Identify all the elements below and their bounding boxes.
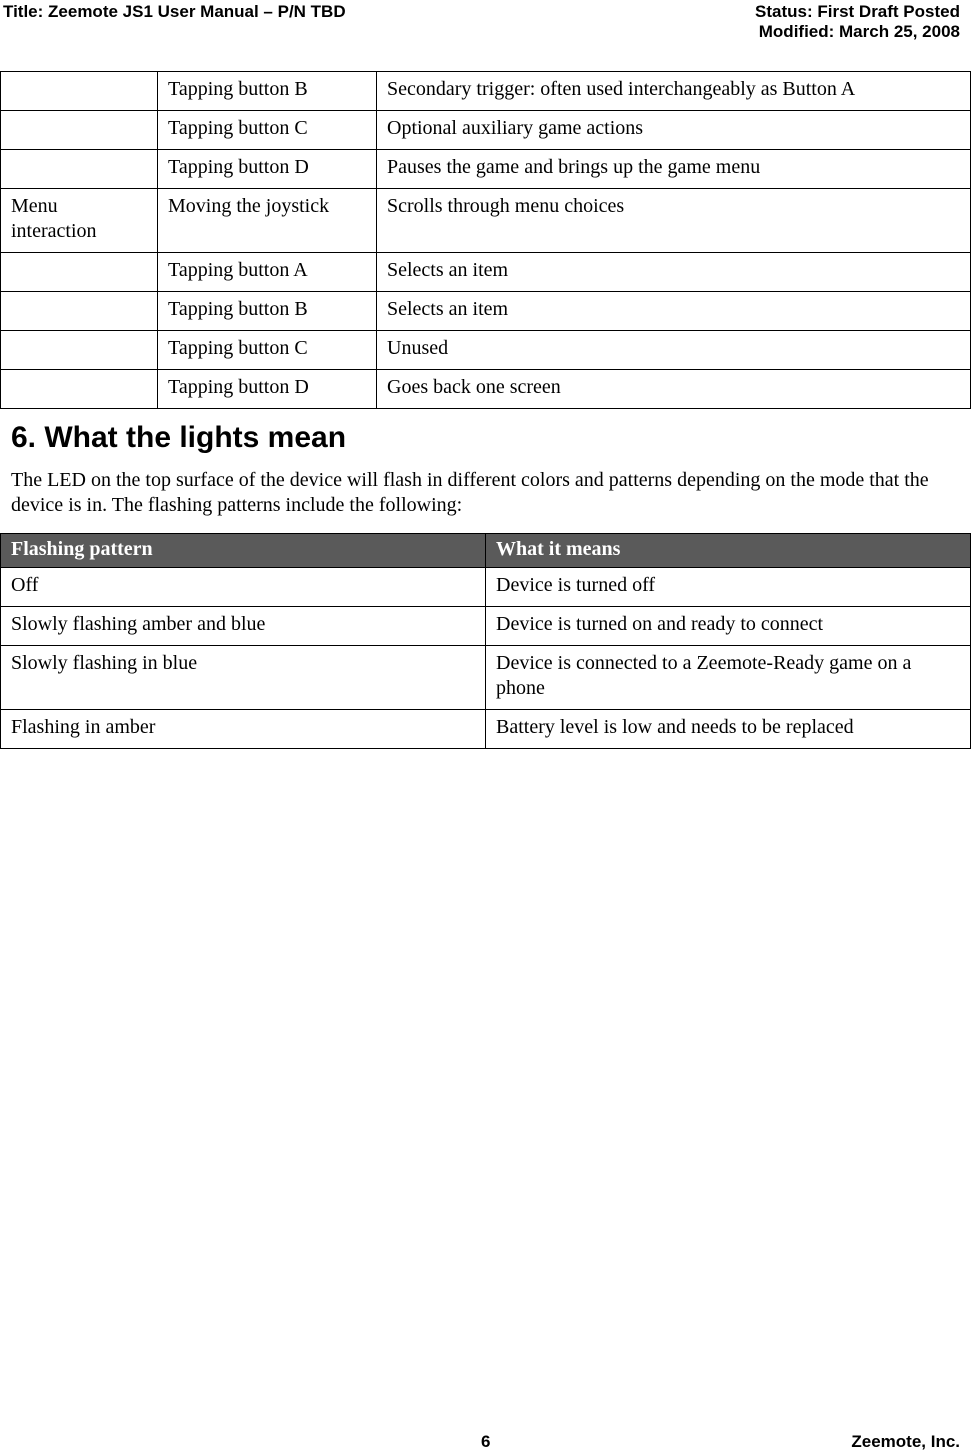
context-cell: Menu interaction xyxy=(1,189,158,253)
result-cell: Selects an item xyxy=(377,292,971,331)
table-row xyxy=(1,150,971,189)
context-cell xyxy=(1,370,158,409)
meaning-cell: Device is connected to a Zeemote-Ready game on a phone xyxy=(486,646,971,710)
section-intro-paragraph: The LED on the top surface of the device will flash in different colors and patterns depending on the mode that the device is in. The flashing patterns include the following: xyxy=(11,469,929,516)
result-cell: Unused xyxy=(377,331,971,370)
result-cell: Goes back one screen xyxy=(377,370,971,409)
document-status-block xyxy=(755,2,960,42)
table-row xyxy=(1,607,971,646)
document-modified-date: Modified: March 25, 2008 xyxy=(758,22,960,41)
table-row xyxy=(1,292,971,331)
action-cell: Tapping button B xyxy=(158,72,377,111)
column-header-pattern: Flashing pattern xyxy=(1,534,486,568)
context-cell xyxy=(1,72,158,111)
action-cell: Tapping button C xyxy=(158,111,377,150)
action-cell: Moving the joystick xyxy=(158,189,377,253)
table-row xyxy=(1,72,971,111)
section-heading: 6. What the lights mean xyxy=(11,421,347,454)
action-cell: Tapping button C xyxy=(158,331,377,370)
table-row xyxy=(1,253,971,292)
document-status: Status: First Draft Posted xyxy=(755,2,960,21)
result-cell: Secondary trigger: often used interchangeably as Button A xyxy=(377,72,971,111)
action-cell: Tapping button D xyxy=(158,150,377,189)
company-name: Zeemote, Inc. xyxy=(851,1432,960,1451)
page-number: 6 xyxy=(481,1432,491,1451)
table-row xyxy=(1,111,971,150)
pattern-cell: Slowly flashing in blue xyxy=(1,646,486,710)
table-row xyxy=(1,189,971,253)
document-title: Title: Zeemote JS1 User Manual – P/N TBD xyxy=(3,2,346,21)
controls-table xyxy=(0,71,971,409)
context-cell xyxy=(1,292,158,331)
table-row xyxy=(1,646,971,710)
table-row xyxy=(1,710,971,749)
action-cell: Tapping button D xyxy=(158,370,377,409)
meaning-cell: Battery level is low and needs to be replaced xyxy=(486,710,971,749)
table-row xyxy=(1,370,971,409)
page-header xyxy=(0,0,972,50)
column-header-meaning: What it means xyxy=(486,534,971,568)
pattern-cell: Off xyxy=(1,568,486,607)
action-cell: Tapping button A xyxy=(158,253,377,292)
result-cell: Scrolls through menu choices xyxy=(377,189,971,253)
context-cell xyxy=(1,253,158,292)
context-cell xyxy=(1,150,158,189)
action-cell: Tapping button B xyxy=(158,292,377,331)
result-cell: Selects an item xyxy=(377,253,971,292)
context-cell xyxy=(1,111,158,150)
result-cell: Optional auxiliary game actions xyxy=(377,111,971,150)
table-row xyxy=(1,331,971,370)
context-cell xyxy=(1,331,158,370)
meaning-cell: Device is turned off xyxy=(486,568,971,607)
lights-table xyxy=(0,533,971,749)
result-cell: Pauses the game and brings up the game menu xyxy=(377,150,971,189)
pattern-cell: Flashing in amber xyxy=(1,710,486,749)
pattern-cell: Slowly flashing amber and blue xyxy=(1,607,486,646)
table-row xyxy=(1,568,971,607)
table-header-row xyxy=(1,534,971,568)
meaning-cell: Device is turned on and ready to connect xyxy=(486,607,971,646)
